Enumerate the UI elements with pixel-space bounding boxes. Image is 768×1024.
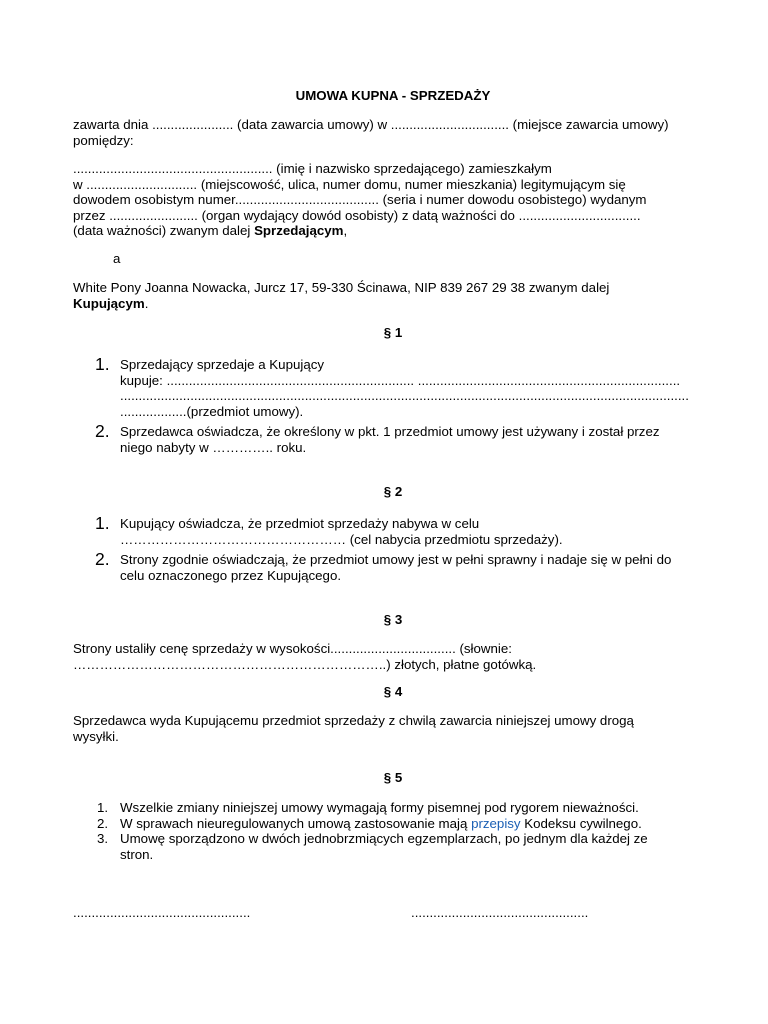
list-line: Kupujący oświadcza, że przedmiot sprzedaży nabywa w celu <box>120 516 480 531</box>
list-number: 2. <box>95 549 110 569</box>
list-item <box>73 549 713 583</box>
section-3-paragraph <box>73 641 713 672</box>
list-number: 1. <box>95 354 110 374</box>
list-item <box>73 831 713 862</box>
section-1-heading: § 1 <box>383 325 403 340</box>
document-title: UMOWA KUPNA - SPRZEDAŻY <box>295 88 491 103</box>
seller-line <box>73 223 713 239</box>
list-line: stron. <box>120 846 154 862</box>
list-line: kupuje: ................................................................... ....................................................................... <box>120 372 681 388</box>
seller-line: dowodem osobistym numer....................................... (seria i numer dowodu osobistego) wydanym <box>73 192 647 207</box>
list-line: …………………………………………… (cel nabycia przedmiotu sprzedaży). <box>120 531 563 547</box>
seller-text: (data ważności) zwanym dalej <box>73 223 255 238</box>
list-number: 1. <box>95 513 110 533</box>
list-line <box>120 816 713 832</box>
list-line: Strony zgodnie oświadczają, że przedmiot umowy jest w pełni sprawny i nadaje się w pełni do <box>120 552 672 567</box>
buyer-role-label: Kupującym <box>73 295 145 311</box>
intro-line: pomiędzy: <box>73 132 134 148</box>
section-2-list <box>73 513 713 583</box>
section-3-line: ……………………………………………………………..) złotych, płatne gotówką. <box>73 656 537 672</box>
list-line: Umowę sporządzono w dwóch jednobrzmiących egzemplarzach, po jednym dla każdej ze <box>120 831 648 846</box>
list-number: 2. <box>97 815 109 831</box>
list-item <box>73 816 713 832</box>
buyer-line <box>73 296 713 312</box>
list-line: ..................(przedmiot umowy). <box>120 403 304 419</box>
list-line: Sprzedawca oświadcza, że określony w pkt. 1 przedmiot umowy jest używany i został przez <box>120 424 660 439</box>
list-number: 1. <box>97 800 109 815</box>
buyer-text: . <box>144 295 149 311</box>
section-5-list <box>73 800 713 862</box>
section-4-line: Sprzedawca wyda Kupującemu przedmiot sprzedaży z chwilą zawarcia niniejszej umowy drogą <box>73 713 634 728</box>
seller-text: , <box>343 223 348 238</box>
list-line: Wszelkie zmiany niniejszej umowy wymagają formy pisemnej pod rygorem nieważności. <box>120 800 639 815</box>
seller-role-label: Sprzedającym <box>254 223 344 238</box>
section-2-heading: § 2 <box>383 484 403 499</box>
signature-line-left: ................................................ <box>73 905 251 920</box>
list-item <box>73 421 713 455</box>
seller-line: w .............................. (miejscowość, ulica, numer domu, numer mieszkania) legitymującym się <box>73 176 626 192</box>
list-line: Sprzedający sprzedaje a Kupujący <box>120 357 325 372</box>
buyer-line: White Pony Joanna Nowacka, Jurcz 17, 59-330 Ścinawa, NIP 839 267 29 38 zwanym dalej <box>73 280 610 295</box>
list-item <box>73 354 713 419</box>
kodeks-link[interactable]: przepisy <box>471 815 521 831</box>
section-3-heading: § 3 <box>383 612 403 627</box>
list-item <box>73 513 713 547</box>
list-text: Kodeksu cywilnego. <box>520 815 642 831</box>
list-text: W sprawach nieuregulowanych umową zastosowanie mają <box>120 815 472 831</box>
list-item <box>73 800 713 816</box>
section-3-line: Strony ustaliły cenę sprzedaży w wysokości.................................. (słownie: <box>73 641 512 656</box>
seller-paragraph <box>73 161 713 239</box>
section-1-list <box>73 354 713 455</box>
seller-line: ...................................................... (imię i nazwisko sprzedającego) zamieszkałym <box>73 161 552 176</box>
list-line: celu oznaczonego przez Kupującego. <box>120 567 342 583</box>
section-4-paragraph <box>73 713 713 744</box>
intro-line: zawarta dnia ...................... (data zawarcia umowy) w ................................ (miejsce zawarcia umowy) <box>73 117 669 132</box>
list-line: .......................................................................................................................................................... <box>120 388 689 403</box>
list-line: niego nabyty w ………….. roku. <box>120 439 307 455</box>
section-5-heading: § 5 <box>383 770 403 785</box>
section-4-line: wysyłki. <box>73 728 119 744</box>
intro-paragraph <box>73 117 713 148</box>
seller-line: przez ........................ (organ wydający dowód osobisty) z datą ważności do ................................. <box>73 207 641 223</box>
list-number: 2. <box>95 421 110 441</box>
and-connector: a <box>113 251 121 266</box>
signature-line-right: ................................................ <box>411 905 589 920</box>
section-4-heading: § 4 <box>383 684 403 699</box>
list-number: 3. <box>97 831 109 846</box>
buyer-paragraph <box>73 280 713 311</box>
